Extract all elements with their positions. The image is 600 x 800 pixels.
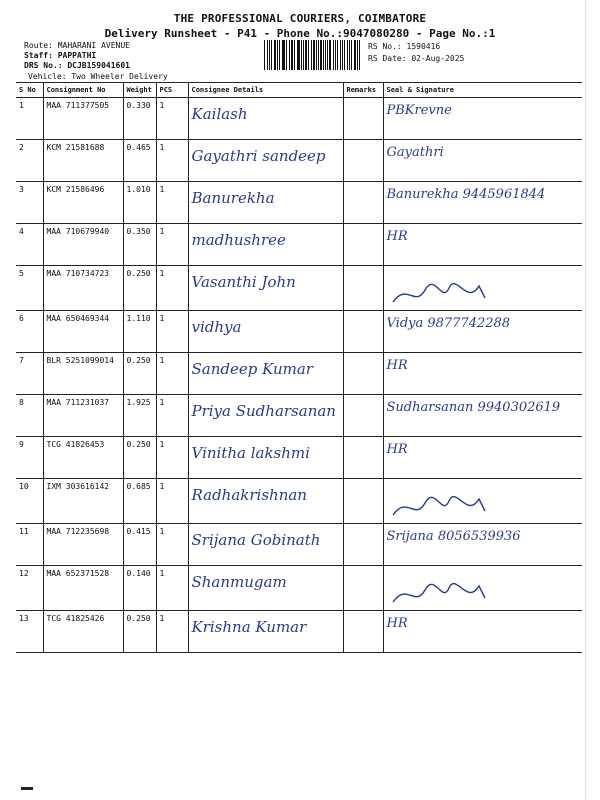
consignee-cell xyxy=(188,182,343,224)
consignee-text: Vasanthi John xyxy=(191,273,296,291)
signature-text: HR xyxy=(386,442,408,457)
pcs-text: 1 xyxy=(159,440,165,449)
table-row xyxy=(16,566,582,611)
pcs-text: 1 xyxy=(159,185,165,194)
barcode-bar xyxy=(357,40,358,70)
barcode-bar xyxy=(347,40,348,70)
consignee-cell xyxy=(188,98,343,140)
table-row xyxy=(16,224,582,266)
remarks-cell xyxy=(343,182,383,224)
pcs-text: 1 xyxy=(159,482,165,491)
remarks-cell xyxy=(343,311,383,353)
pcs-text: 1 xyxy=(159,143,165,152)
weight-text: 0.350 xyxy=(126,227,151,236)
barcode-bar xyxy=(354,40,356,70)
vehicle-line: Vehicle: Two Wheeler Delivery xyxy=(28,72,168,81)
table-row xyxy=(16,266,582,311)
corner-mark xyxy=(21,787,33,790)
signature-text: Vidya 9877742288 xyxy=(386,316,511,331)
pcs-cell xyxy=(156,224,188,266)
barcode-bar xyxy=(359,40,360,70)
pcs-text: 1 xyxy=(159,269,165,278)
sno-cell xyxy=(16,566,43,611)
consignee-text: Srijana Gobinath xyxy=(191,531,321,549)
consignment-no-text: MAA 712235698 xyxy=(46,527,110,536)
barcode-bar xyxy=(327,40,328,70)
signature-cell xyxy=(383,266,582,311)
signature-cell xyxy=(383,182,582,224)
col-header-consignment: Consignment No xyxy=(43,83,123,98)
sno-text: 10 xyxy=(19,482,29,491)
barcode-bar xyxy=(351,40,352,70)
rs-number: RS No.: 1590416 xyxy=(368,42,441,51)
signature-text: HR xyxy=(386,358,408,373)
barcode-bar xyxy=(289,40,290,70)
signature-cell xyxy=(383,98,582,140)
consignment-no-text: KCM 21581688 xyxy=(46,143,105,152)
sno-cell xyxy=(16,182,43,224)
barcode-bar xyxy=(349,40,350,70)
table-row xyxy=(16,311,582,353)
barcode-bar xyxy=(340,40,341,70)
sno-cell xyxy=(16,353,43,395)
barcode-bar xyxy=(305,40,306,70)
pcs-cell xyxy=(156,437,188,479)
signature-cell xyxy=(383,140,582,182)
barcode-bar xyxy=(286,40,287,70)
sno-cell xyxy=(16,437,43,479)
pcs-cell xyxy=(156,182,188,224)
pcs-text: 1 xyxy=(159,527,165,536)
barcode-bar xyxy=(316,40,317,70)
sno-text: 12 xyxy=(19,569,29,578)
consignment-no-text: MAA 710734723 xyxy=(46,269,110,278)
barcode-bar xyxy=(318,40,319,70)
barcode-bar xyxy=(333,40,334,70)
consignment-no-text: IXM 303616142 xyxy=(46,482,110,491)
consignment-no-cell xyxy=(43,266,123,311)
consignment-no-text: MAA 711377505 xyxy=(46,101,110,110)
consignment-no-text: MAA 711231037 xyxy=(46,398,110,407)
pcs-text: 1 xyxy=(159,101,165,110)
sno-text: 11 xyxy=(19,527,29,536)
consignment-no-cell xyxy=(43,524,123,566)
sno-text: 8 xyxy=(19,398,24,407)
sno-cell xyxy=(16,479,43,524)
consignment-no-cell xyxy=(43,395,123,437)
sno-cell xyxy=(16,266,43,311)
barcode-bar xyxy=(271,40,272,70)
barcode-bar xyxy=(282,40,283,70)
pcs-cell xyxy=(156,524,188,566)
consignee-cell xyxy=(188,611,343,653)
pcs-cell xyxy=(156,611,188,653)
barcode-bar xyxy=(337,40,338,70)
col-header-weight: Weight xyxy=(123,83,156,98)
remarks-cell xyxy=(343,98,383,140)
weight-text: 0.250 xyxy=(126,440,151,449)
consignment-no-text: TCG 41825426 xyxy=(46,614,105,623)
rs-date: RS Date: 02-Aug-2025 xyxy=(368,54,465,63)
remarks-cell xyxy=(343,524,383,566)
sno-cell xyxy=(16,395,43,437)
consignee-cell xyxy=(188,524,343,566)
consignee-text: madhushree xyxy=(191,231,286,249)
consignee-cell xyxy=(188,224,343,266)
sno-text: 6 xyxy=(19,314,24,323)
barcode-bar xyxy=(291,40,293,70)
pcs-text: 1 xyxy=(159,569,165,578)
sno-text: 2 xyxy=(19,143,24,152)
company-name: THE PROFESSIONAL COURIERS, COIMBATORE xyxy=(173,12,427,25)
consignment-no-cell xyxy=(43,353,123,395)
signature-cell xyxy=(383,524,582,566)
consignee-cell xyxy=(188,566,343,611)
col-header-remarks: Remarks xyxy=(343,83,383,98)
pcs-cell xyxy=(156,311,188,353)
consignee-text: Krishna Kumar xyxy=(191,618,307,636)
table-row xyxy=(16,353,582,395)
weight-cell xyxy=(123,140,156,182)
weight-cell xyxy=(123,353,156,395)
barcode-bar xyxy=(279,40,280,70)
signature-text: Banurekha 9445961844 xyxy=(386,187,546,202)
weight-cell xyxy=(123,524,156,566)
sno-cell xyxy=(16,224,43,266)
consignment-no-cell xyxy=(43,479,123,524)
weight-text: 1.925 xyxy=(126,398,151,407)
barcode-bar xyxy=(303,40,304,70)
table-header-row xyxy=(16,83,582,98)
consignee-cell xyxy=(188,395,343,437)
table-row xyxy=(16,182,582,224)
consignment-no-text: MAA 650469344 xyxy=(46,314,110,323)
handwritten-signature-scribble xyxy=(387,278,507,310)
pcs-cell xyxy=(156,479,188,524)
barcode-bar xyxy=(313,40,315,70)
sno-text: 3 xyxy=(19,185,24,194)
weight-text: 1.110 xyxy=(126,314,151,323)
barcode-bar xyxy=(267,40,268,70)
signature-text: PBKrevne xyxy=(386,103,452,118)
signature-text: HR xyxy=(386,229,408,244)
signature-cell xyxy=(383,566,582,611)
table-row xyxy=(16,611,582,653)
remarks-cell xyxy=(343,479,383,524)
weight-cell xyxy=(123,311,156,353)
pcs-cell xyxy=(156,140,188,182)
remarks-cell xyxy=(343,566,383,611)
remarks-cell xyxy=(343,395,383,437)
consignment-no-text: MAA 710679940 xyxy=(46,227,110,236)
weight-text: 0.140 xyxy=(126,569,151,578)
consignee-text: Kailash xyxy=(191,105,248,123)
consignee-cell xyxy=(188,311,343,353)
weight-text: 1.010 xyxy=(126,185,151,194)
barcode-bar xyxy=(335,40,336,70)
pcs-text: 1 xyxy=(159,227,165,236)
barcode-bar xyxy=(283,40,284,70)
barcode-bar xyxy=(308,40,309,70)
consignment-no-cell xyxy=(43,140,123,182)
delivery-table xyxy=(16,82,582,653)
route-line: Route: MAHARANI AVENUE xyxy=(24,41,130,50)
signature-cell xyxy=(383,311,582,353)
weight-cell xyxy=(123,98,156,140)
consignee-text: Radhakrishnan xyxy=(191,486,307,504)
consignment-no-cell xyxy=(43,437,123,479)
signature-cell xyxy=(383,437,582,479)
sno-cell xyxy=(16,140,43,182)
col-header-pcs: PCS xyxy=(156,83,188,98)
barcode-bar xyxy=(269,40,270,70)
barcode-bar xyxy=(344,40,345,70)
weight-cell xyxy=(123,611,156,653)
consignment-no-cell xyxy=(43,98,123,140)
pcs-text: 1 xyxy=(159,356,165,365)
sno-cell xyxy=(16,98,43,140)
signature-cell xyxy=(383,224,582,266)
sno-text: 7 xyxy=(19,356,24,365)
runsheet-title: Delivery Runsheet - P41 - Phone No.:9047080280 - Page No.:1 xyxy=(104,27,496,40)
consignee-cell xyxy=(188,353,343,395)
weight-cell xyxy=(123,479,156,524)
sno-text: 5 xyxy=(19,269,24,278)
consignee-text: Shanmugam xyxy=(191,573,287,591)
consignment-no-text: BLR 5251099014 xyxy=(46,356,114,365)
weight-cell xyxy=(123,437,156,479)
barcode-bar xyxy=(311,40,312,70)
consignee-text: Banurekha xyxy=(191,189,275,207)
barcode-bar xyxy=(277,40,278,70)
barcode-bar xyxy=(274,40,276,70)
table-row xyxy=(16,395,582,437)
sno-cell xyxy=(16,611,43,653)
weight-text: 0.250 xyxy=(126,269,151,278)
remarks-cell xyxy=(343,611,383,653)
pcs-cell xyxy=(156,566,188,611)
weight-text: 0.465 xyxy=(126,143,151,152)
consignee-text: Sandeep Kumar xyxy=(191,360,313,378)
consignment-no-cell xyxy=(43,611,123,653)
pcs-cell xyxy=(156,353,188,395)
pcs-cell xyxy=(156,98,188,140)
weight-text: 0.330 xyxy=(126,101,151,110)
signature-text: Sudharsanan 9940302619 xyxy=(386,400,561,415)
barcode-bar xyxy=(264,40,265,70)
consignment-no-cell xyxy=(43,182,123,224)
consignment-no-text: TCG 41826453 xyxy=(46,440,105,449)
barcode-bar xyxy=(294,40,295,70)
remarks-cell xyxy=(343,140,383,182)
consignment-no-cell xyxy=(43,224,123,266)
table-row xyxy=(16,140,582,182)
pcs-text: 1 xyxy=(159,614,165,623)
col-header-signature: Seal & Signature xyxy=(383,83,582,98)
signature-cell xyxy=(383,479,582,524)
barcode-bar xyxy=(297,40,298,70)
sno-text: 13 xyxy=(19,614,29,623)
delivery-table-wrap xyxy=(16,82,582,653)
consignment-no-cell xyxy=(43,311,123,353)
sno-cell xyxy=(16,311,43,353)
table-row xyxy=(16,524,582,566)
consignee-text: vidhya xyxy=(191,318,242,336)
signature-text: HR xyxy=(386,616,408,631)
barcode-bar xyxy=(301,40,302,70)
weight-cell xyxy=(123,395,156,437)
rs-info-block xyxy=(368,41,464,65)
signature-text: Srijana 8056539936 xyxy=(386,529,521,544)
consignee-cell xyxy=(188,437,343,479)
consignee-cell xyxy=(188,266,343,311)
barcode-bar xyxy=(320,40,321,70)
col-header-sno: S No xyxy=(16,83,43,98)
sno-text: 4 xyxy=(19,227,24,236)
drs-line: DRS No.: DCJB159041601 xyxy=(24,61,130,70)
weight-cell xyxy=(123,182,156,224)
staff-line: Staff: PAPPATHI xyxy=(24,51,97,60)
barcode-bar xyxy=(329,40,331,70)
pcs-text: 1 xyxy=(159,398,165,407)
weight-cell xyxy=(123,566,156,611)
sno-text: 1 xyxy=(19,101,24,110)
barcode-bar xyxy=(298,40,299,70)
handwritten-signature-scribble xyxy=(387,491,507,523)
pcs-text: 1 xyxy=(159,314,165,323)
remarks-cell xyxy=(343,224,383,266)
barcode-bar xyxy=(342,40,343,70)
weight-text: 0.250 xyxy=(126,356,151,365)
signature-cell xyxy=(383,611,582,653)
route-info-block xyxy=(24,41,130,71)
page-edge-line xyxy=(585,0,586,800)
barcode xyxy=(264,40,362,70)
weight-text: 0.685 xyxy=(126,482,151,491)
weight-cell xyxy=(123,224,156,266)
consignment-no-text: KCM 21586496 xyxy=(46,185,105,194)
consignment-no-text: MAA 652371528 xyxy=(46,569,110,578)
col-header-consignee: Consignee Details xyxy=(188,83,343,98)
signature-cell xyxy=(383,353,582,395)
consignee-text: Priya Sudharsanan xyxy=(191,402,336,420)
consignee-text: Gayathri sandeep xyxy=(191,147,326,165)
weight-text: 0.250 xyxy=(126,614,151,623)
barcode-bar xyxy=(325,40,326,70)
weight-text: 0.415 xyxy=(126,527,151,536)
weight-cell xyxy=(123,266,156,311)
sno-cell xyxy=(16,524,43,566)
table-row xyxy=(16,479,582,524)
sno-text: 9 xyxy=(19,440,24,449)
pcs-cell xyxy=(156,266,188,311)
table-row xyxy=(16,437,582,479)
pcs-cell xyxy=(156,395,188,437)
remarks-cell xyxy=(343,437,383,479)
remarks-cell xyxy=(343,266,383,311)
consignee-cell xyxy=(188,140,343,182)
remarks-cell xyxy=(343,353,383,395)
signature-cell xyxy=(383,395,582,437)
consignment-no-cell xyxy=(43,566,123,611)
consignee-cell xyxy=(188,479,343,524)
signature-text: Gayathri xyxy=(386,145,444,160)
consignee-text: Vinitha lakshmi xyxy=(191,444,310,462)
handwritten-signature-scribble xyxy=(387,578,507,610)
barcode-bar xyxy=(323,40,324,70)
table-row xyxy=(16,98,582,140)
